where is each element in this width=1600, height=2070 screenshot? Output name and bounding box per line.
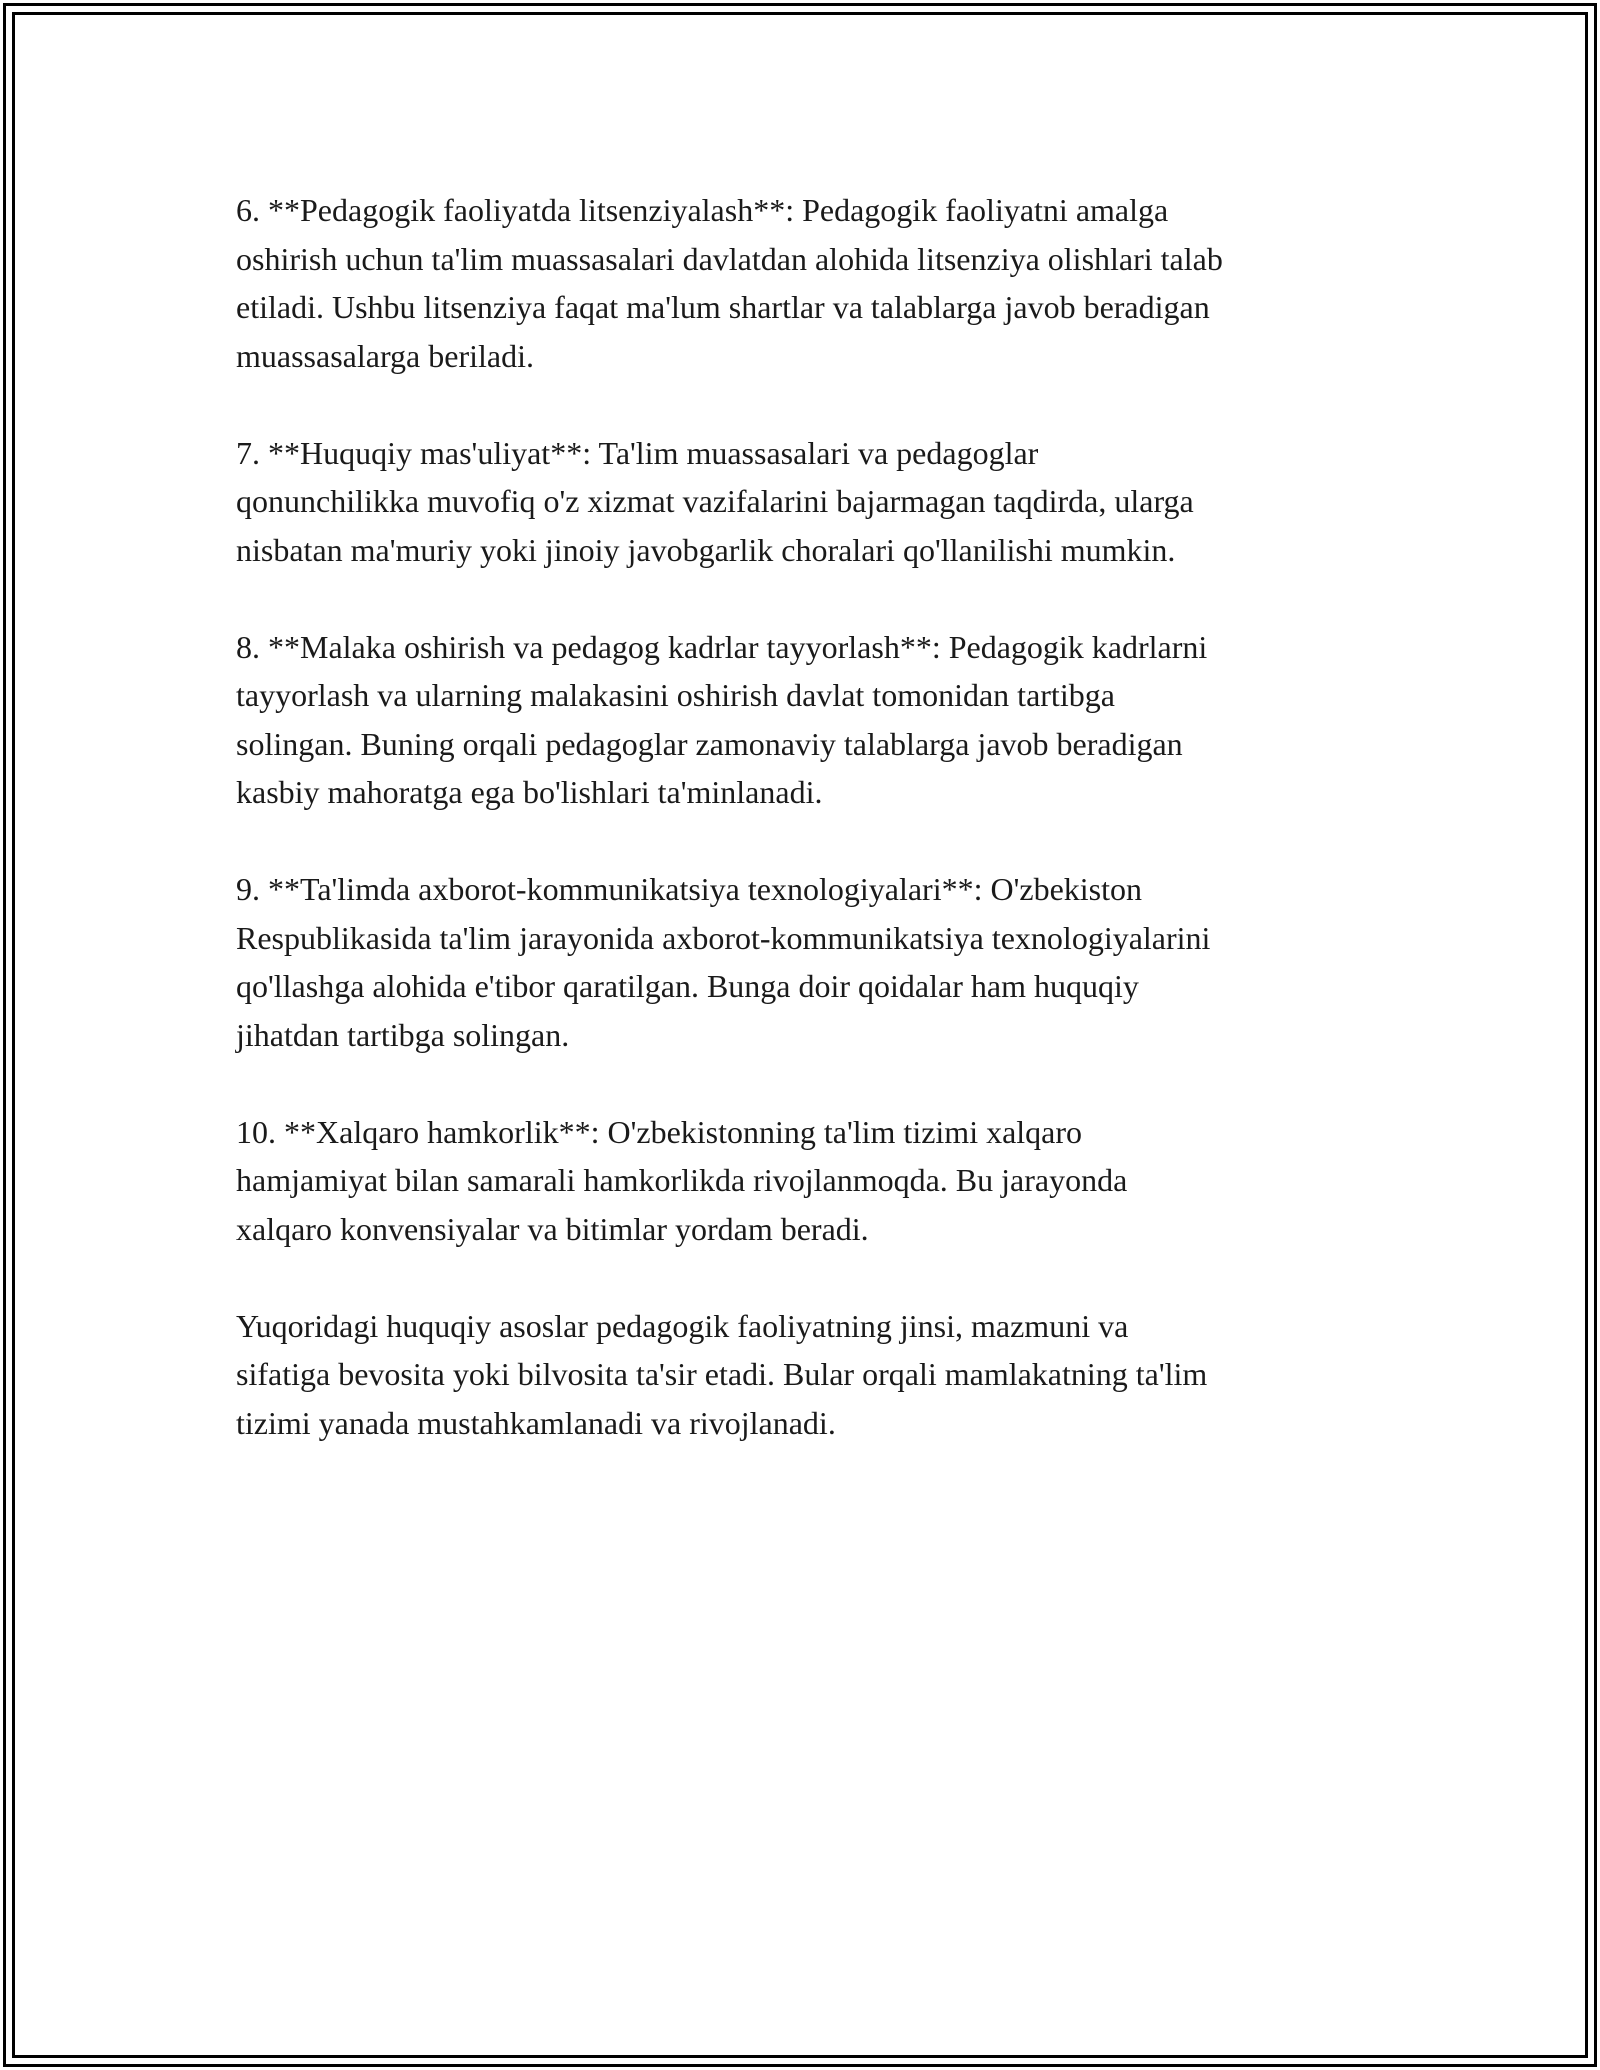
paragraph-item-8 <box>236 623 1376 817</box>
text-line: hamjamiyat bilan samarali hamkorlikda rivojlanmoqda. Bu jarayonda <box>236 1162 1128 1198</box>
text-line: qo'llashga alohida e'tibor qaratilgan. Bunga doir qoidalar ham huquqiy <box>236 968 1139 1004</box>
text-line: muassasalarga beriladi. <box>236 337 534 374</box>
text-line: qonunchilikka muvofiq o'z xizmat vazifalarini bajarmagan taqdirda, ularga <box>236 483 1194 519</box>
text-line: 9. **Ta'limda axborot-kommunikatsiya texnologiyalari**: O'zbekiston <box>236 871 1142 907</box>
text-line: kasbiy mahoratga ega bo'lishlari ta'minlanadi. <box>236 774 823 810</box>
paragraph-conclusion <box>236 1302 1376 1448</box>
text-line: 8. **Malaka oshirish va pedagog kadrlar tayyorlash**: Pedagogik kadrlarni <box>236 628 1208 665</box>
paragraph-item-10 <box>236 1108 1376 1254</box>
text-line: 7. **Huquqiy mas'uliyat**: Ta'lim muassasalari va pedagoglar <box>236 434 1039 471</box>
text-line: 10. **Xalqaro hamkorlik**: O'zbekistonning ta'lim tizimi xalqaro <box>236 1113 1083 1150</box>
text-line: xalqaro konvensiyalar va bitimlar yordam beradi. <box>236 1210 869 1247</box>
paragraph-item-9 <box>236 865 1376 1059</box>
text-line: Yuqoridagi huquqiy asoslar pedagogik faoliyatning jinsi, mazmuni va <box>236 1307 1129 1344</box>
text-line: 6. **Pedagogik faoliyatda litsenziyalash**: Pedagogik faoliyatni amalga <box>236 192 1169 228</box>
text-line: solingan. Buning orqali pedagoglar zamonaviy talablarga javob beradigan <box>236 725 1183 762</box>
text-line: jihatdan tartibga solingan. <box>236 1016 570 1053</box>
text-line: tizimi yanada mustahkamlanadi va rivojlanadi. <box>236 1404 836 1441</box>
text-line: sifatiga bevosita yoki bilvosita ta'sir etadi. Bular orqali mamlakatning ta'lim <box>236 1356 1208 1392</box>
text-line: etiladi. Ushbu litsenziya faqat ma'lum shartlar va talablarga javob beradigan <box>236 289 1210 325</box>
text-line: Respublikasida ta'lim jarayonida axborot-kommunikatsiya texnologiyalarini <box>236 919 1211 956</box>
text-line: nisbatan ma'muriy yoki jinoiy javobgarlik choralari qo'llanilishi mumkin. <box>236 531 1176 568</box>
text-line: tayyorlash va ularning malakasini oshirish davlat tomonidan tartibga <box>236 677 1115 713</box>
document-body <box>236 186 1376 1496</box>
paragraph-item-7 <box>236 429 1376 575</box>
text-line: oshirish uchun ta'lim muassasalari davlatdan alohida litsenziya olishlari talab <box>236 240 1223 277</box>
paragraph-item-6 <box>236 186 1376 380</box>
